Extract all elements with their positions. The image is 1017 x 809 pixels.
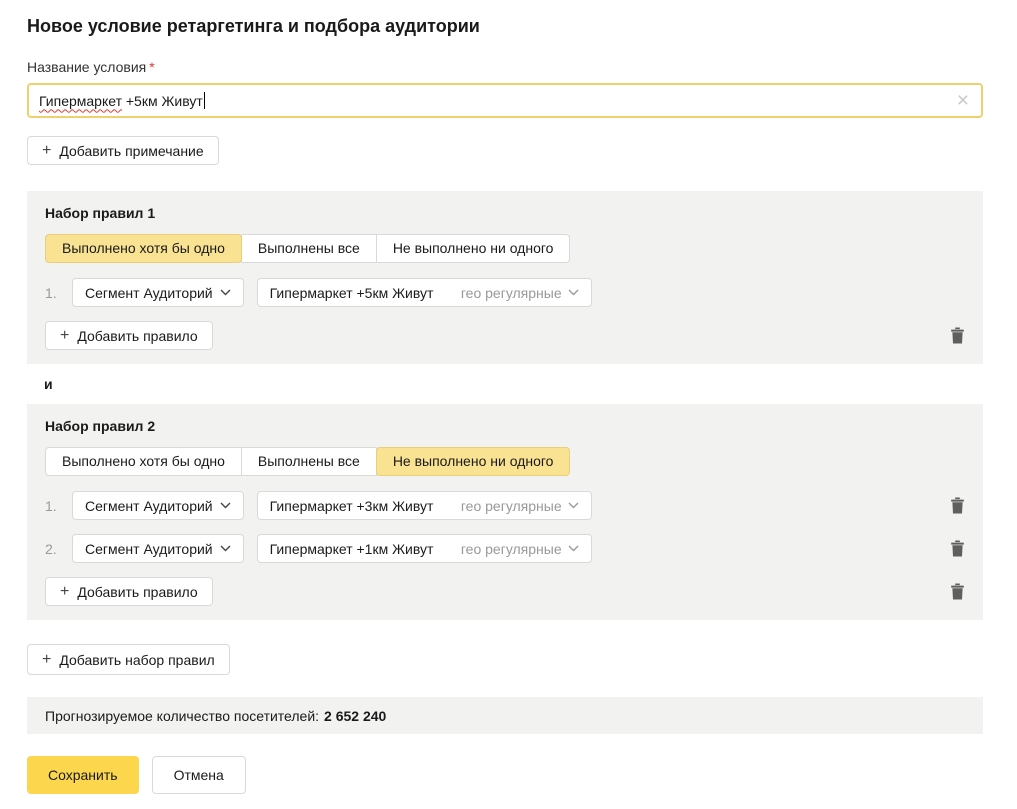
delete-rule-button[interactable] [949,540,965,558]
rule-segment-select[interactable] [257,491,592,520]
rule-set-1-panel [27,191,983,364]
input-value-rest: +5км Живут [121,92,203,109]
segment-name: Гипермаркет +1км Живут [269,540,434,557]
delete-rule-button[interactable] [949,497,965,515]
plus-icon: + [60,326,70,344]
forecast-label: Прогнозируемое количество посетителей: [45,707,320,724]
rule-number: 2. [45,540,57,557]
rule-row [45,534,965,563]
chevron-down-icon [220,289,231,296]
delete-rule-set-button[interactable] [949,327,965,345]
goal-kind-select[interactable]: гео регулярные [461,285,579,301]
plus-icon: + [60,582,70,600]
rule-row [45,491,965,520]
segment-name: Гипермаркет +5км Живут [269,284,434,301]
rule-set-2-match-type [45,447,965,476]
goal-kind-select[interactable]: гео регулярные [461,541,579,557]
chevron-down-icon [568,502,579,509]
plus-icon: + [42,141,52,159]
rule-type-select[interactable]: Сегмент Аудиторий [72,278,244,307]
match-option-all[interactable]: Выполнены все [241,447,377,476]
match-option-any[interactable]: Выполнено хотя бы одно [45,234,242,263]
rule-number: 1. [45,497,57,514]
forecast-bar [27,697,983,734]
add-note-button[interactable]: + Добавить примечание [27,136,219,165]
chevron-down-icon [568,545,579,552]
chevron-down-icon [568,289,579,296]
add-rule-button[interactable]: + Добавить правило [45,321,213,350]
match-option-none[interactable]: Не выполнено ни одного [376,234,571,263]
add-rule-button[interactable]: + Добавить правило [45,577,213,606]
goal-kind-select[interactable]: гео регулярные [461,498,579,514]
rule-set-2-panel [27,404,983,620]
save-button[interactable]: Сохранить [27,756,139,794]
condition-name-label: Название условия * [27,59,155,75]
rule-number: 1. [45,284,57,301]
text-caret [204,92,205,109]
trash-icon [950,583,965,600]
rule-set-1-match-type [45,234,965,263]
match-option-none[interactable]: Не выполнено ни одного [376,447,571,476]
and-connector: и [44,376,53,392]
condition-name-input[interactable] [27,83,983,118]
rule-type-select[interactable]: Сегмент Аудиторий [72,491,244,520]
chevron-down-icon [220,545,231,552]
input-value-misspelled: Гипермаркет [39,92,122,109]
delete-rule-set-button[interactable] [949,583,965,601]
clear-input-icon[interactable]: × [956,89,969,112]
chevron-down-icon [220,502,231,509]
page-title: Новое условие ретаргетинга и подбора аудитории [27,16,480,36]
trash-icon [950,327,965,344]
rule-row [45,278,965,307]
rule-set-1-title: Набор правил 1 [45,205,156,221]
add-rule-row [45,321,965,350]
rule-type-select[interactable]: Сегмент Аудиторий [72,534,244,563]
match-option-all[interactable]: Выполнены все [241,234,377,263]
rule-set-2-title: Набор правил 2 [45,418,156,434]
trash-icon [950,497,965,514]
forecast-value: 2 652 240 [324,707,387,724]
plus-icon: + [42,650,52,668]
trash-icon [950,540,965,557]
match-option-any[interactable]: Выполнено хотя бы одно [45,447,242,476]
add-rule-set-button[interactable]: + Добавить набор правил [27,644,230,675]
add-rule-row [45,577,965,606]
rule-segment-select[interactable] [257,278,592,307]
form-actions [27,756,983,794]
cancel-button[interactable]: Отмена [152,756,246,794]
required-asterisk: * [149,59,155,75]
rule-segment-select[interactable] [257,534,592,563]
segment-name: Гипермаркет +3км Живут [269,497,434,514]
